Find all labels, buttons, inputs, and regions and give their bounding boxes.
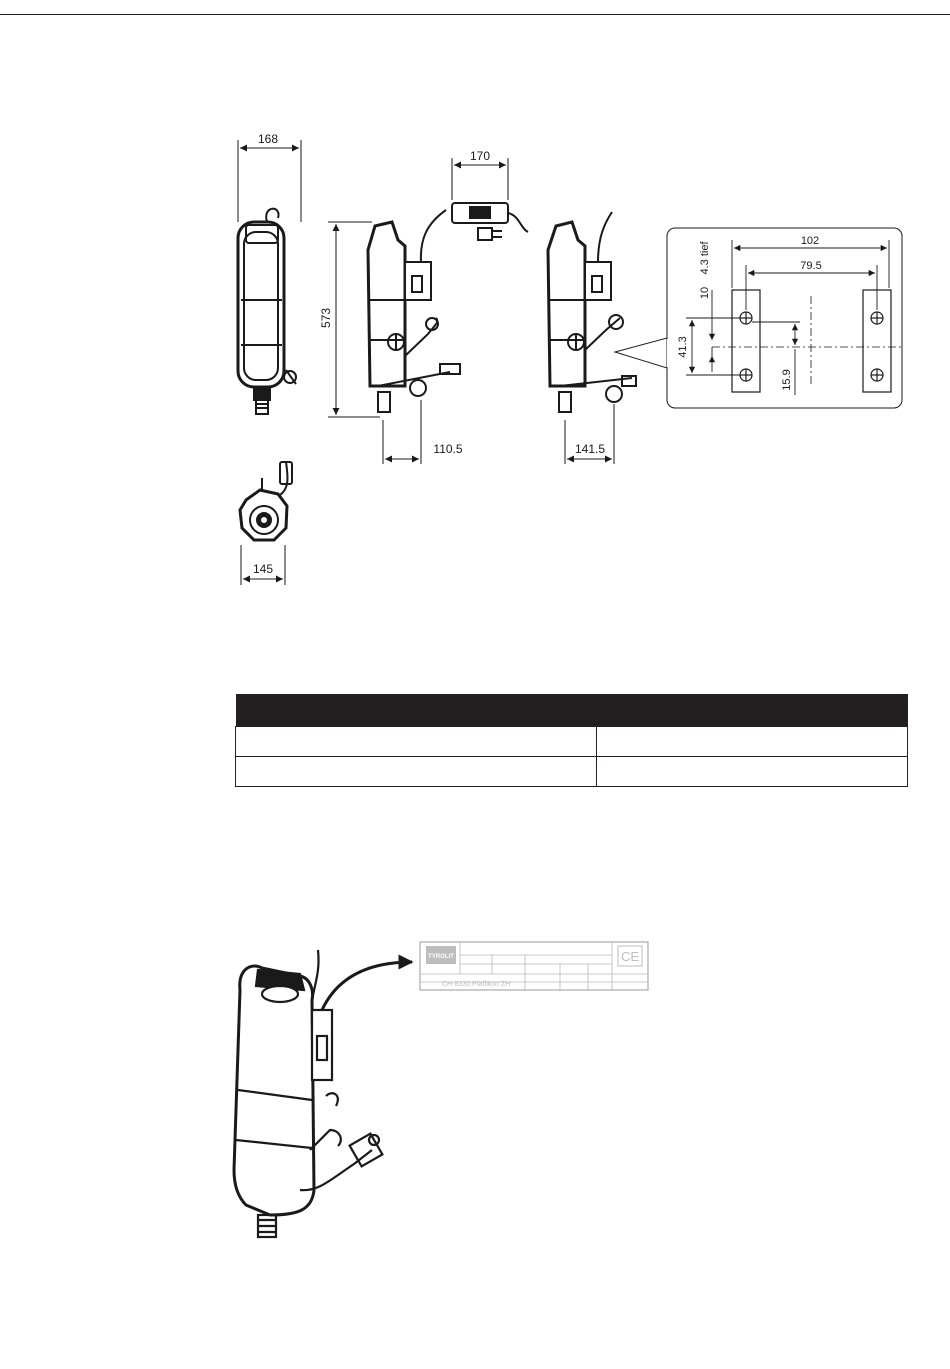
side-view-drill-bracket [548, 212, 636, 412]
dim-141-5-label: 141.5 [574, 442, 606, 456]
dim-168-label: 168 [257, 132, 279, 146]
spec-table [235, 694, 908, 787]
dim-41-3-label: 41.3 [677, 336, 689, 358]
table-cell [236, 757, 597, 787]
dim-10-label: 10 [699, 286, 711, 300]
type-plate [420, 942, 648, 990]
dim-110-5-label: 110.5 [433, 442, 463, 456]
table-cell [236, 727, 597, 757]
dimension-side-depth-right [565, 404, 614, 464]
dimension-cable-switch [452, 149, 508, 200]
dimension-bottom-width [241, 545, 285, 585]
bottom-view-drill [240, 462, 292, 540]
perspective-drill [234, 950, 382, 1237]
dim-170-label: 170 [469, 149, 491, 163]
dim-145-label: 145 [252, 562, 274, 576]
detail-callout [615, 228, 902, 408]
spec-header-cell [597, 694, 908, 727]
svg-text:CE: CE [620, 949, 640, 964]
front-view-drill [238, 209, 296, 414]
table-cell [597, 757, 908, 787]
spec-header-cell [236, 694, 597, 727]
dim-15-9-label: 15.9 [781, 369, 793, 391]
plate-address: CH-8330 Pfäffikon ZH [442, 981, 511, 988]
table-row [236, 757, 908, 787]
dim-4-3-tief-label: 4.3 tief [699, 241, 711, 275]
dim-79-5-label: 79.5 [800, 260, 822, 272]
dim-102-label: 102 [800, 235, 820, 247]
pointer-arrow [322, 962, 412, 1010]
dimension-side-depth-left [383, 400, 463, 464]
svg-text:TYROLIT: TYROLIT [428, 954, 454, 960]
table-row [236, 727, 908, 757]
side-view-drill [368, 210, 460, 412]
table-cell [597, 727, 908, 757]
cable-switch [452, 203, 528, 240]
dim-573-label: 573 [319, 307, 333, 329]
spec-table-header [236, 694, 908, 727]
dimension-width-front [238, 132, 301, 222]
